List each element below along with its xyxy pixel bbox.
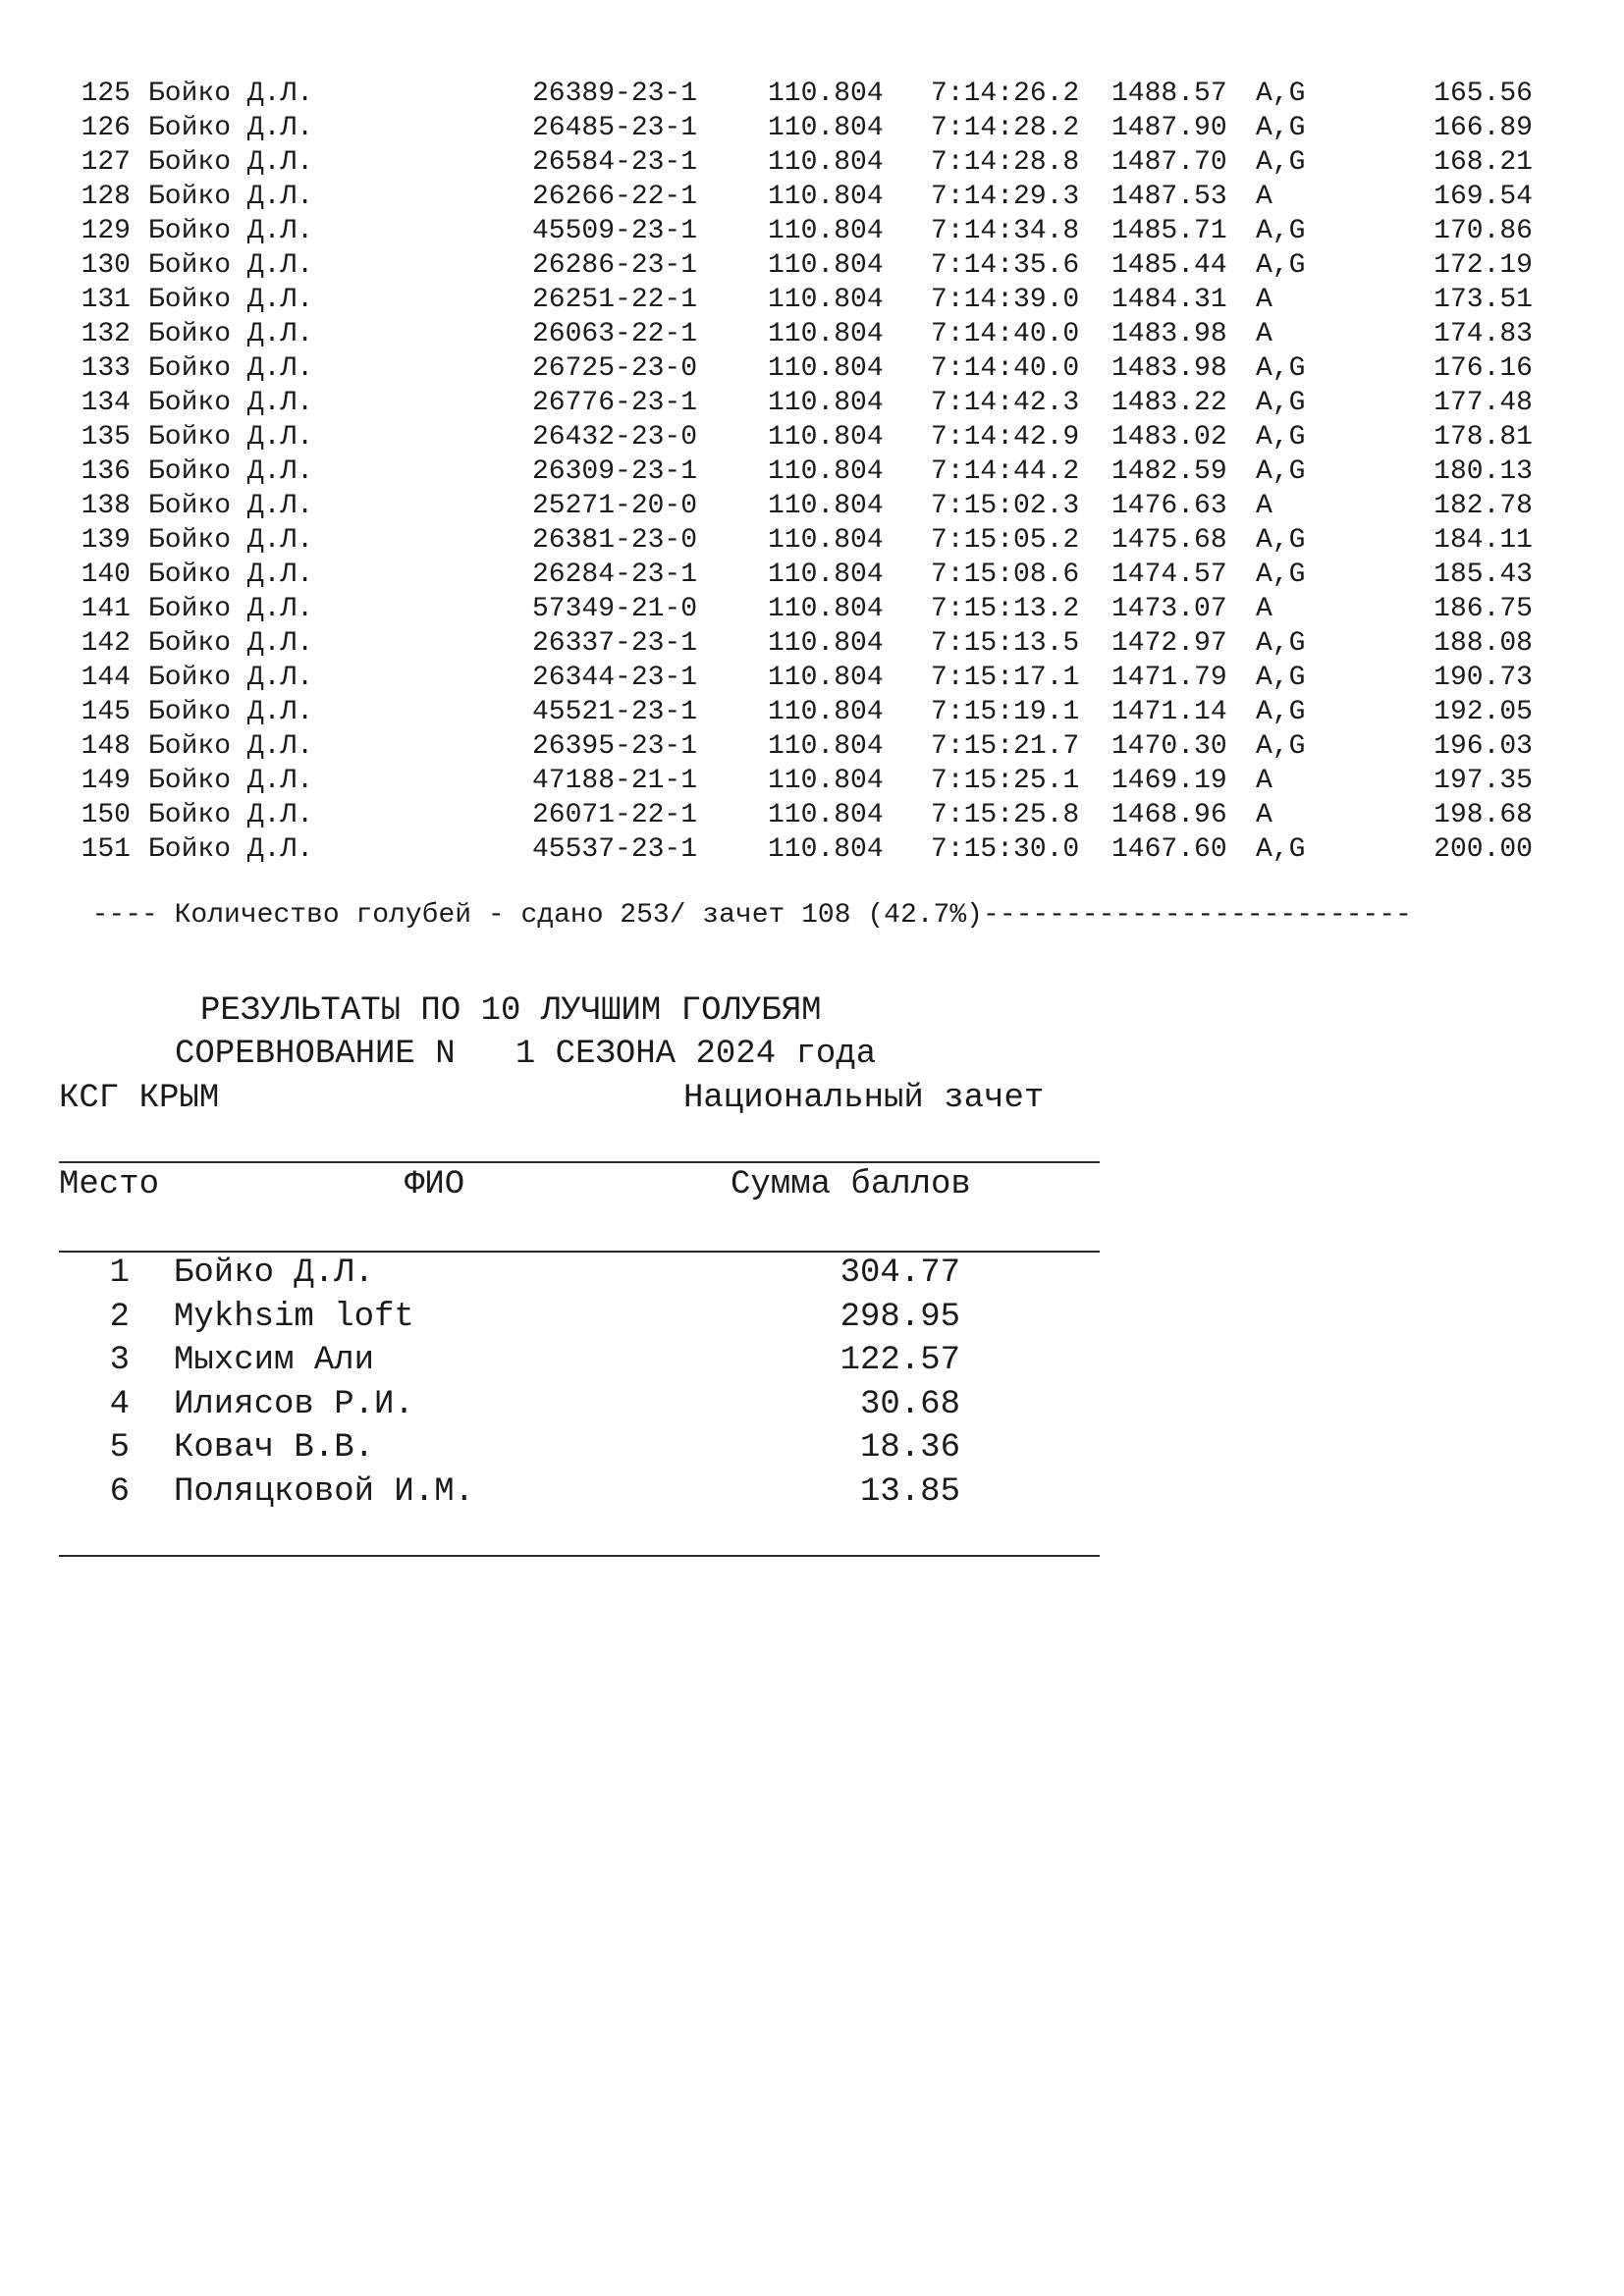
table-row (0, 695, 1624, 729)
best-row (0, 1426, 1624, 1470)
row-place: 128 (81, 182, 131, 212)
row-ring: 26266-22-1 (532, 182, 698, 212)
row-time: 7:14:40.0 (931, 319, 1080, 349)
row-points: 198.68 (1434, 800, 1533, 830)
row-name: Бойко Д.Л. (148, 319, 314, 349)
row-time: 7:14:35.6 (931, 250, 1080, 281)
row-distance: 110.804 (768, 628, 884, 659)
row-place: 125 (81, 79, 131, 109)
table-row (0, 111, 1624, 145)
row-time: 7:15:02.3 (931, 491, 1080, 521)
best-name: Илиясов Р.И. (174, 1385, 414, 1423)
table-row (0, 558, 1624, 592)
row-class: A,G (1256, 113, 1306, 143)
header-name: ФИО (405, 1166, 465, 1203)
row-ring: 26485-23-1 (532, 113, 698, 143)
row-class: A,G (1256, 79, 1306, 109)
row-time: 7:14:44.2 (931, 456, 1080, 487)
row-speed: 1472.97 (1111, 628, 1227, 659)
row-points: 180.13 (1434, 456, 1533, 487)
best-place: 4 (109, 1385, 130, 1423)
row-speed: 1483.02 (1111, 422, 1227, 453)
row-place: 126 (81, 113, 131, 143)
row-time: 7:14:28.2 (931, 113, 1080, 143)
row-points: 200.00 (1434, 834, 1533, 865)
table-row (0, 351, 1624, 386)
row-ring: 26071-22-1 (532, 800, 698, 830)
best-place: 3 (109, 1342, 130, 1379)
row-speed: 1485.44 (1111, 250, 1227, 281)
row-points: 186.75 (1434, 594, 1533, 624)
row-points: 168.21 (1434, 147, 1533, 178)
table-row (0, 214, 1624, 248)
row-distance: 110.804 (768, 731, 884, 762)
table-row (0, 489, 1624, 523)
row-ring: 47188-21-1 (532, 766, 698, 796)
row-time: 7:15:05.2 (931, 525, 1080, 556)
row-speed: 1487.90 (1111, 113, 1227, 143)
row-speed: 1487.53 (1111, 182, 1227, 212)
best-title: РЕЗУЛЬТАТЫ ПО 10 ЛУЧШИМ ГОЛУБЯМ (200, 992, 822, 1030)
row-class: A,G (1256, 628, 1306, 659)
row-ring: 26776-23-1 (532, 388, 698, 418)
row-class: A,G (1256, 697, 1306, 727)
row-place: 151 (81, 834, 131, 865)
row-name: Бойко Д.Л. (148, 285, 314, 315)
row-time: 7:14:40.0 (931, 353, 1080, 384)
table-row (0, 626, 1624, 661)
table-row (0, 145, 1624, 180)
row-class: A (1256, 594, 1272, 624)
row-speed: 1474.57 (1111, 560, 1227, 590)
header-sum: Сумма баллов (731, 1166, 971, 1203)
row-place: 132 (81, 319, 131, 349)
row-points: 165.56 (1434, 79, 1533, 109)
table-row (0, 661, 1624, 695)
best-row (0, 1296, 1624, 1340)
row-place: 133 (81, 353, 131, 384)
table-row (0, 283, 1624, 317)
row-place: 138 (81, 491, 131, 521)
row-speed: 1471.79 (1111, 663, 1227, 693)
row-points: 169.54 (1434, 182, 1533, 212)
row-ring: 26337-23-1 (532, 628, 698, 659)
divider-bottom (59, 1555, 1100, 1557)
row-speed: 1484.31 (1111, 285, 1227, 315)
row-points: 176.16 (1434, 353, 1533, 384)
row-name: Бойко Д.Л. (148, 182, 314, 212)
row-place: 130 (81, 250, 131, 281)
row-ring: 26584-23-1 (532, 147, 698, 178)
row-speed: 1475.68 (1111, 525, 1227, 556)
row-time: 7:14:39.0 (931, 285, 1080, 315)
row-time: 7:14:28.8 (931, 147, 1080, 178)
row-ring: 26251-22-1 (532, 285, 698, 315)
row-points: 172.19 (1434, 250, 1533, 281)
best-name: Поляцковой И.М. (174, 1472, 475, 1511)
row-name: Бойко Д.Л. (148, 697, 314, 727)
row-distance: 110.804 (768, 388, 884, 418)
best-row (0, 1470, 1624, 1515)
best-name: Ковач В.В. (174, 1429, 375, 1467)
row-points: 166.89 (1434, 113, 1533, 143)
row-ring: 26286-23-1 (532, 250, 698, 281)
row-time: 7:15:25.1 (931, 766, 1080, 796)
row-distance: 110.804 (768, 353, 884, 384)
club-name: КСГ КРЫМ (59, 1080, 220, 1117)
row-name: Бойко Д.Л. (148, 800, 314, 830)
credit-type: Национальный зачет (683, 1080, 1045, 1117)
row-distance: 110.804 (768, 491, 884, 521)
row-distance: 110.804 (768, 663, 884, 693)
row-points: 185.43 (1434, 560, 1533, 590)
table-row (0, 798, 1624, 832)
row-class: A,G (1256, 422, 1306, 453)
row-points: 177.48 (1434, 388, 1533, 418)
row-ring: 45537-23-1 (532, 834, 698, 865)
row-ring: 45521-23-1 (532, 697, 698, 727)
row-time: 7:14:29.3 (931, 182, 1080, 212)
best-sum: 30.68 (859, 1385, 960, 1423)
row-class: A (1256, 319, 1272, 349)
row-distance: 110.804 (768, 594, 884, 624)
row-time: 7:14:26.2 (931, 79, 1080, 109)
table-row (0, 592, 1624, 626)
table-row (0, 317, 1624, 351)
best-table (0, 1252, 1624, 1514)
row-name: Бойко Д.Л. (148, 594, 314, 624)
row-place: 136 (81, 456, 131, 487)
row-class: A (1256, 285, 1272, 315)
best-sum: 298.95 (839, 1298, 960, 1336)
row-points: 178.81 (1434, 422, 1533, 453)
row-ring: 26395-23-1 (532, 731, 698, 762)
row-time: 7:15:30.0 (931, 834, 1080, 865)
row-time: 7:14:42.9 (931, 422, 1080, 453)
best-place: 1 (109, 1255, 130, 1292)
row-speed: 1468.96 (1111, 800, 1227, 830)
row-place: 131 (81, 285, 131, 315)
row-ring: 25271-20-0 (532, 491, 698, 521)
row-time: 7:14:42.3 (931, 388, 1080, 418)
row-speed: 1488.57 (1111, 79, 1227, 109)
row-class: A,G (1256, 147, 1306, 178)
row-ring: 26725-23-0 (532, 353, 698, 384)
best-sum: 18.36 (859, 1429, 960, 1467)
best-place: 5 (109, 1429, 130, 1467)
row-points: 174.83 (1434, 319, 1533, 349)
best-row (0, 1252, 1624, 1296)
row-name: Бойко Д.Л. (148, 731, 314, 762)
row-place: 149 (81, 766, 131, 796)
best-place: 6 (109, 1472, 130, 1511)
row-name: Бойко Д.Л. (148, 113, 314, 143)
row-speed: 1470.30 (1111, 731, 1227, 762)
row-name: Бойко Д.Л. (148, 422, 314, 453)
row-speed: 1487.70 (1111, 147, 1227, 178)
row-distance: 110.804 (768, 113, 884, 143)
row-time: 7:15:19.1 (931, 697, 1080, 727)
row-place: 140 (81, 560, 131, 590)
row-name: Бойко Д.Л. (148, 147, 314, 178)
row-place: 135 (81, 422, 131, 453)
row-speed: 1469.19 (1111, 766, 1227, 796)
row-speed: 1483.22 (1111, 388, 1227, 418)
best-name: Мыхсим Али (174, 1342, 375, 1379)
row-ring: 26309-23-1 (532, 456, 698, 487)
row-speed: 1482.59 (1111, 456, 1227, 487)
row-class: A (1256, 491, 1272, 521)
results-summary (59, 864, 1551, 931)
best-name: Mykhsim loft (174, 1298, 414, 1336)
best-place: 2 (109, 1298, 130, 1336)
row-time: 7:15:13.5 (931, 628, 1080, 659)
row-place: 142 (81, 628, 131, 659)
row-name: Бойко Д.Л. (148, 766, 314, 796)
table-row (0, 764, 1624, 798)
best-sum: 304.77 (839, 1255, 960, 1292)
row-distance: 110.804 (768, 560, 884, 590)
row-speed: 1485.71 (1111, 216, 1227, 246)
row-name: Бойко Д.Л. (148, 560, 314, 590)
table-row (0, 248, 1624, 283)
row-speed: 1473.07 (1111, 594, 1227, 624)
row-class: A,G (1256, 388, 1306, 418)
row-name: Бойко Д.Л. (148, 353, 314, 384)
row-ring: 26432-23-0 (532, 422, 698, 453)
best-row (0, 1339, 1624, 1383)
table-row (0, 523, 1624, 558)
table-row (0, 729, 1624, 764)
summary-text: ---- Количество голубей - сдано 253/ зачет 108 (42.7%)-------------------------- (91, 900, 1412, 931)
table-row (0, 386, 1624, 420)
row-ring: 26389-23-1 (532, 79, 698, 109)
row-name: Бойко Д.Л. (148, 628, 314, 659)
row-name: Бойко Д.Л. (148, 388, 314, 418)
row-distance: 110.804 (768, 182, 884, 212)
row-distance: 110.804 (768, 834, 884, 865)
row-points: 197.35 (1434, 766, 1533, 796)
row-points: 182.78 (1434, 491, 1533, 521)
row-ring: 26063-22-1 (532, 319, 698, 349)
row-distance: 110.804 (768, 422, 884, 453)
row-distance: 110.804 (768, 285, 884, 315)
row-class: A,G (1256, 834, 1306, 865)
results-table (0, 77, 1624, 867)
row-place: 141 (81, 594, 131, 624)
row-distance: 110.804 (768, 250, 884, 281)
row-distance: 110.804 (768, 79, 884, 109)
row-speed: 1476.63 (1111, 491, 1227, 521)
row-distance: 110.804 (768, 697, 884, 727)
row-place: 127 (81, 147, 131, 178)
row-time: 7:15:13.2 (931, 594, 1080, 624)
row-distance: 110.804 (768, 319, 884, 349)
row-name: Бойко Д.Л. (148, 216, 314, 246)
row-points: 192.05 (1434, 697, 1533, 727)
row-name: Бойко Д.Л. (148, 250, 314, 281)
row-speed: 1483.98 (1111, 353, 1227, 384)
row-distance: 110.804 (768, 216, 884, 246)
row-ring: 26284-23-1 (532, 560, 698, 590)
row-distance: 110.804 (768, 456, 884, 487)
row-ring: 57349-21-0 (532, 594, 698, 624)
row-place: 134 (81, 388, 131, 418)
header-place: Место (59, 1166, 160, 1203)
row-ring: 26381-23-0 (532, 525, 698, 556)
row-points: 184.11 (1434, 525, 1533, 556)
table-row (0, 420, 1624, 454)
row-points: 188.08 (1434, 628, 1533, 659)
row-time: 7:15:17.1 (931, 663, 1080, 693)
row-place: 148 (81, 731, 131, 762)
row-place: 150 (81, 800, 131, 830)
row-class: A,G (1256, 663, 1306, 693)
row-ring: 45509-23-1 (532, 216, 698, 246)
table-row (0, 77, 1624, 111)
row-class: A,G (1256, 560, 1306, 590)
best-sum: 13.85 (859, 1472, 960, 1511)
row-speed: 1467.60 (1111, 834, 1227, 865)
best-sum: 122.57 (839, 1342, 960, 1379)
row-ring: 26344-23-1 (532, 663, 698, 693)
row-class: A,G (1256, 353, 1306, 384)
row-name: Бойко Д.Л. (148, 456, 314, 487)
row-name: Бойко Д.Л. (148, 491, 314, 521)
row-name: Бойко Д.Л. (148, 79, 314, 109)
row-class: A,G (1256, 525, 1306, 556)
row-time: 7:15:25.8 (931, 800, 1080, 830)
row-class: A,G (1256, 456, 1306, 487)
best-subtitle: СОРЕВНОВАНИЕ N 1 СЕЗОНА 2024 года (175, 1036, 877, 1073)
row-distance: 110.804 (768, 147, 884, 178)
row-class: A,G (1256, 250, 1306, 281)
row-time: 7:15:08.6 (931, 560, 1080, 590)
best-row (0, 1383, 1624, 1427)
row-time: 7:14:34.8 (931, 216, 1080, 246)
row-class: A (1256, 800, 1272, 830)
row-distance: 110.804 (768, 800, 884, 830)
row-distance: 110.804 (768, 525, 884, 556)
row-place: 129 (81, 216, 131, 246)
best-name: Бойко Д.Л. (174, 1255, 375, 1292)
row-time: 7:15:21.7 (931, 731, 1080, 762)
row-class: A,G (1256, 731, 1306, 762)
table-row (0, 832, 1624, 867)
row-place: 144 (81, 663, 131, 693)
row-points: 173.51 (1434, 285, 1533, 315)
table-row (0, 180, 1624, 214)
row-class: A,G (1256, 216, 1306, 246)
row-distance: 110.804 (768, 766, 884, 796)
row-name: Бойко Д.Л. (148, 834, 314, 865)
row-place: 139 (81, 525, 131, 556)
row-place: 145 (81, 697, 131, 727)
row-speed: 1471.14 (1111, 697, 1227, 727)
row-name: Бойко Д.Л. (148, 663, 314, 693)
row-name: Бойко Д.Л. (148, 525, 314, 556)
row-class: A (1256, 182, 1272, 212)
row-points: 190.73 (1434, 663, 1533, 693)
row-points: 170.86 (1434, 216, 1533, 246)
row-class: A (1256, 766, 1272, 796)
row-speed: 1483.98 (1111, 319, 1227, 349)
row-points: 196.03 (1434, 731, 1533, 762)
table-row (0, 454, 1624, 489)
